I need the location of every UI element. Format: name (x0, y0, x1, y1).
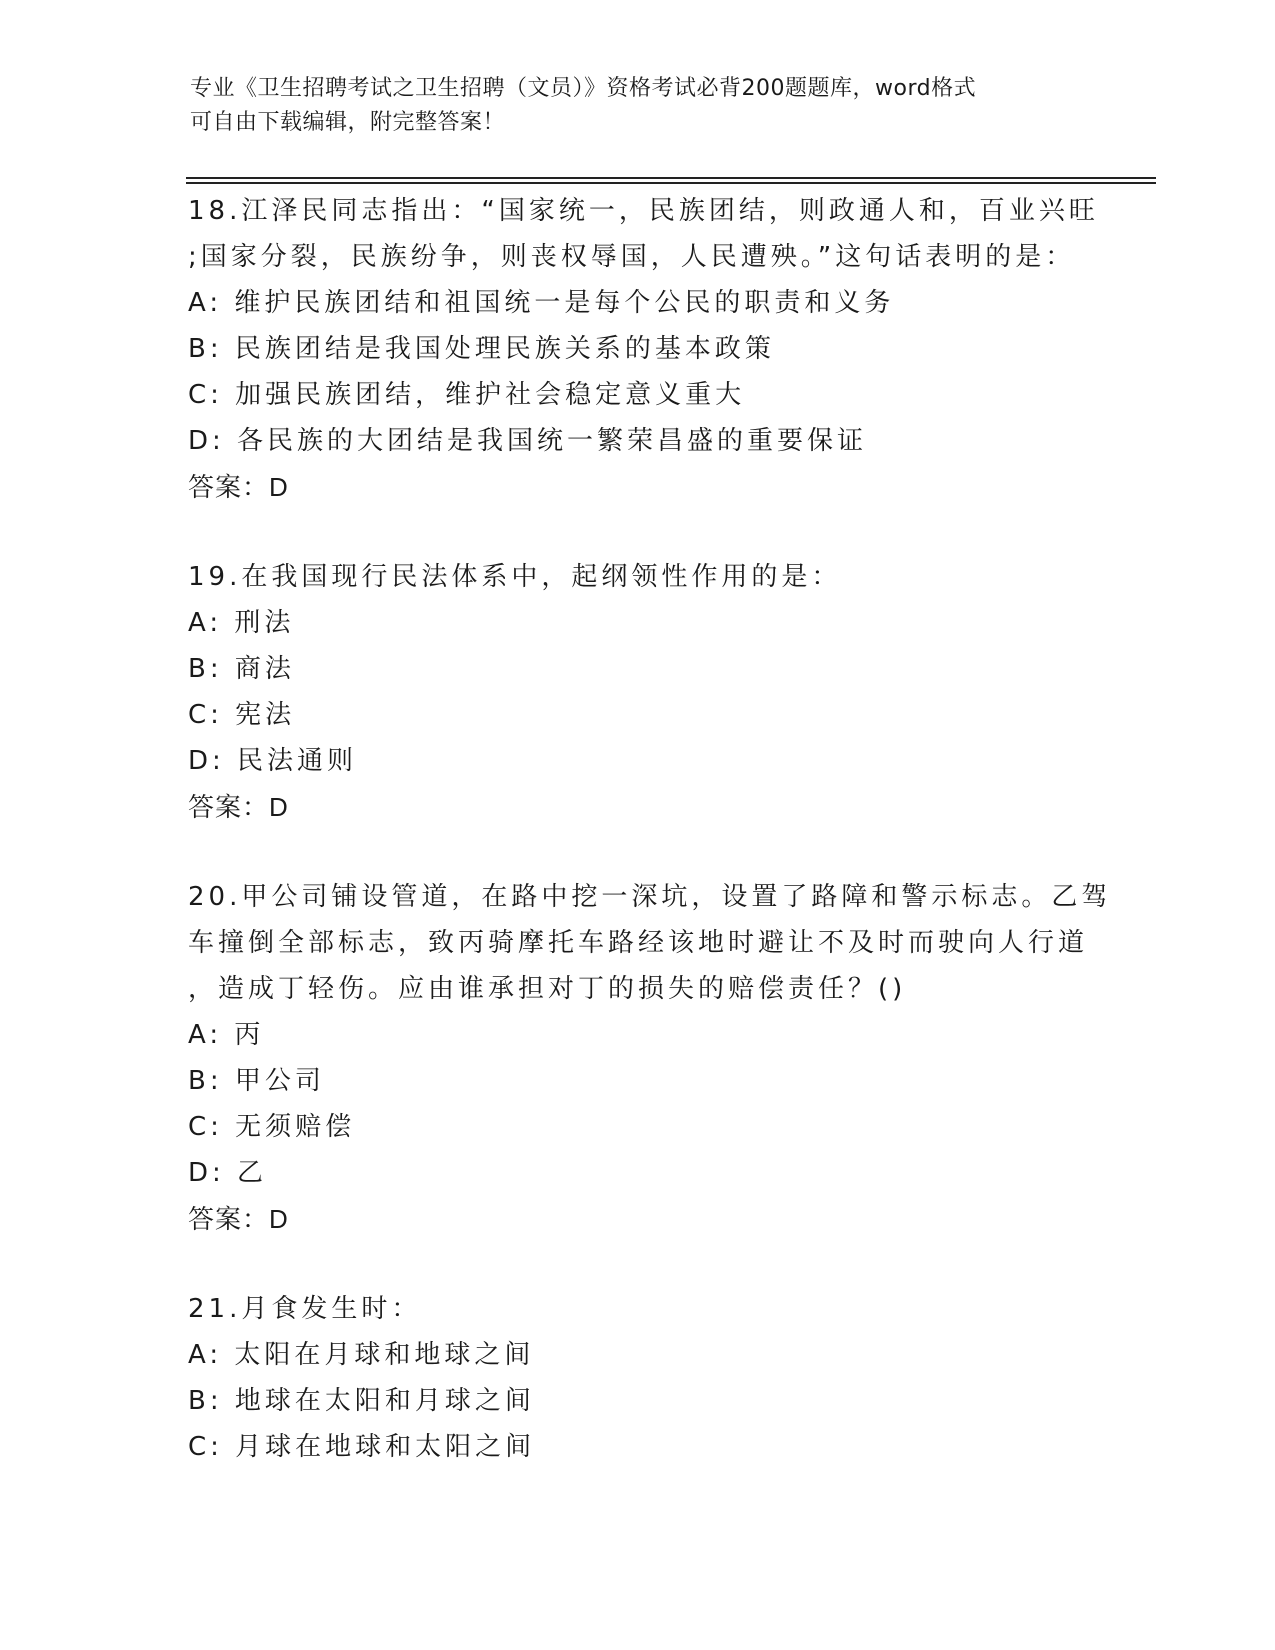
option-d: D: 乙 (188, 1158, 268, 1188)
option-c: C: 月球在地球和太阳之间 (188, 1432, 536, 1462)
option-d: D: 民法通则 (188, 746, 358, 776)
option-b: B: 民族团结是我国处理民族关系的基本政策 (188, 334, 775, 364)
option-c: C: 加强民族团结，维护社会稳定意义重大 (188, 380, 746, 410)
option-c: C: 无须赔偿 (188, 1112, 356, 1142)
document-header (190, 72, 1090, 140)
header-line-1: 专业《卫生招聘考试之卫生招聘（文员）》资格考试必背200题题库，word格式 (190, 76, 977, 101)
question-stem: ，造成丁轻伤。应由谁承担对丁的损失的赔偿责任？() (188, 974, 907, 1004)
option-c: C: 宪法 (188, 700, 296, 730)
question-20 (188, 874, 1112, 1242)
question-stem: 18.江泽民同志指出：“国家统一，民族团结，则政通人和，百业兴旺 (188, 196, 1099, 226)
option-a: A: 丙 (188, 1020, 265, 1050)
option-b: B: 地球在太阳和月球之间 (188, 1386, 535, 1416)
question-stem: 21.月食发生时： (188, 1294, 422, 1324)
answer: 答案：D (188, 472, 289, 502)
option-a: A: 维护民族团结和祖国统一是每个公民的职责和义务 (188, 288, 895, 318)
answer: 答案：D (188, 1204, 289, 1234)
option-b: B: 商法 (188, 654, 295, 684)
header-divider-top (186, 177, 1156, 179)
question-stem: ;国家分裂，民族纷争，则丧权辱国，人民遭殃。”这句话表明的是： (188, 242, 1076, 272)
answer: 答案：D (188, 792, 289, 822)
question-stem: 19.在我国现行民法体系中，起纲领性作用的是： (188, 562, 842, 592)
option-a: A: 太阳在月球和地球之间 (188, 1340, 535, 1370)
question-list (188, 188, 1112, 1514)
question-18 (188, 188, 1099, 510)
option-a: A: 刑法 (188, 608, 295, 638)
question-19 (188, 554, 1088, 830)
question-stem: 20.甲公司铺设管道，在路中挖一深坑，设置了路障和警示标志。乙驾 (188, 882, 1112, 912)
question-stem: 车撞倒全部标志，致丙骑摩托车路经该地时避让不及时而驶向人行道 (188, 928, 1089, 958)
header-divider-bottom (186, 182, 1156, 184)
header-line-2: 可自由下载编辑，附完整答案！ (190, 110, 506, 135)
option-b: B: 甲公司 (188, 1066, 325, 1096)
question-21 (188, 1286, 1088, 1470)
option-d: D: 各民族的大团结是我国统一繁荣昌盛的重要保证 (188, 426, 868, 456)
